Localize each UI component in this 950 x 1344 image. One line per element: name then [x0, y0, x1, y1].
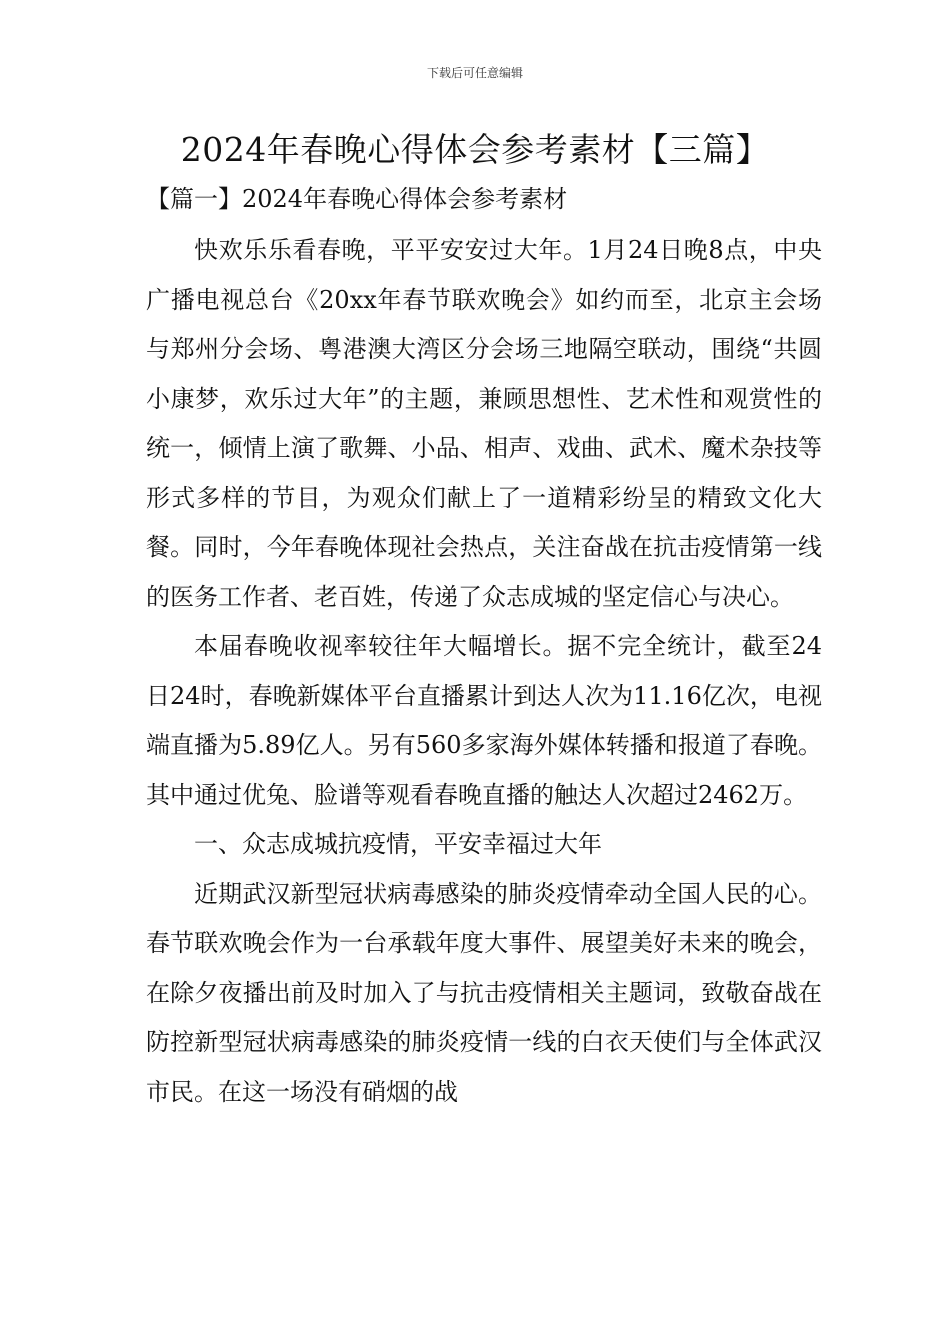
header-note: 下载后可任意编辑: [426, 66, 523, 80]
subheading-one: 一、众志成城抗疫情，平安幸福过大年: [194, 830, 602, 858]
paragraph-epidemic: 近期武汉新型冠状病毒感染的肺炎疫情牵动全国人民的心。春节联欢晚会作为一台承载年度大事件、展望美好未来的晚会，在除夕夜播出前及时加入了与抗击疫情相关主题词，致敬奋战在防控新型冠状病毒感染的肺炎疫情一线的白衣天使们与全体武汉市民。在这一场没有硝烟的战: [146, 879, 822, 1106]
paragraph-intro: 快欢乐乐看春晚，平平安安过大年。1月24日晚8点，中央广播电视总台《20xx年春节联欢晚会》如约而至，北京主会场与郑州分会场、粤港澳大湾区分会场三地隔空联动，围绕“共圆小康梦，欢乐过大年”的主题，兼顾思想性、艺术性和观赏性的统一，倾情上演了歌舞、小品、相声、戏曲、武术、魔术杂技等形式多样的节目，为观众们献上了一道精彩纷呈的精致文化大餐。同时，今年春晚体现社会热点，关注奋战在抗击疫情第一线的医务工作者、老百姓，传递了众志成城的坚定信心与决心。: [146, 236, 822, 611]
document-body: [146, 226, 822, 1117]
paragraph-ratings: 本届春晚收视率较往年大幅增长。据不完全统计，截至24日24时，春晚新媒体平台直播累计到达人次为11.16亿次，电视端直播为5.89亿人。另有560多家海外媒体转播和报道了春晚。其中通过优兔、脸谱等观看春晚直播的触达人次超过2462万。: [146, 632, 822, 809]
document-title: 2024年春晚心得体会参考素材【三篇】: [180, 130, 770, 169]
section-heading: 【篇一】2024年春晚心得体会参考素材: [146, 185, 568, 213]
